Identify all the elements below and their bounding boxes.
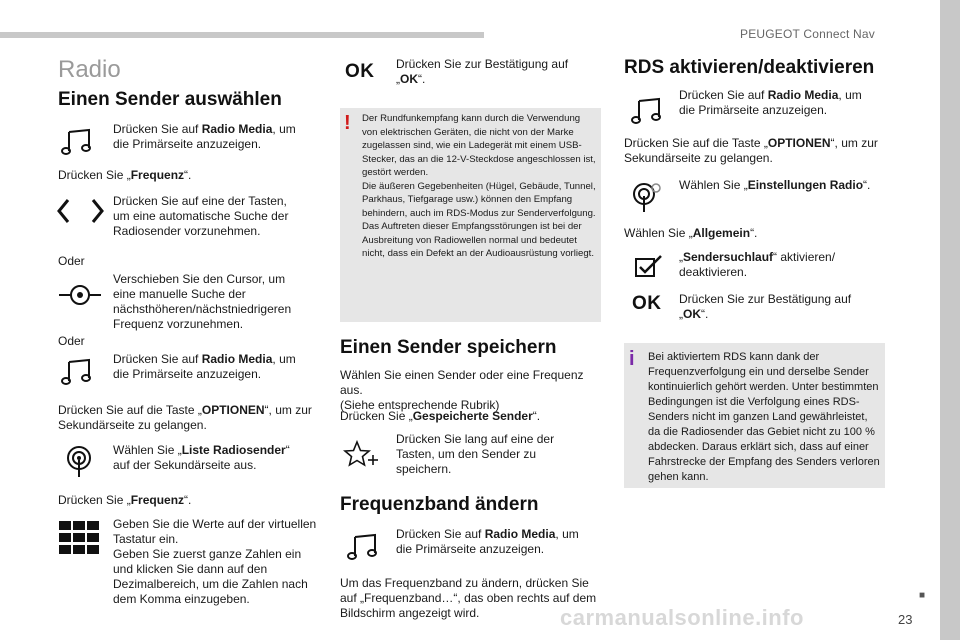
rds-general: Wählen Sie „Allgemein“. xyxy=(624,226,758,240)
side-marker: ■ xyxy=(919,590,926,601)
step-frequenz-1: Drücken Sie „Frequenz“. xyxy=(58,168,192,182)
step-confirm-ok-1: Drücken Sie zur Bestätigung auf „OK“. xyxy=(396,57,569,86)
section-title-radio: Radio xyxy=(58,56,121,83)
oder-label-2: Oder xyxy=(58,334,85,348)
ok-button-icon: OK xyxy=(632,293,662,314)
step-keypad-entry: Geben Sie die Werte auf der virtuellen Tastatur ein. Geben Sie zuerst ganze Zahlen ein und klicken Sie dann auf den Dezimalbereich, um die Zahlen nach dem Komma einzugeben. xyxy=(113,517,317,606)
tuning-cursor-icon xyxy=(58,280,102,310)
band-change-instructions: Um das Frequenzband zu ändern, drücken Sie auf „Frequenzband…“, das oben rechts auf dem Bildschirm angezeigt wird. xyxy=(340,576,597,620)
keypad-icon xyxy=(59,521,99,554)
star-save-icon xyxy=(343,440,379,470)
rds-optionen: Drücken Sie auf die Taste „OPTIONEN“, um zur Sekundärseite zu gelangen. xyxy=(624,136,878,165)
info-text: Bei aktiviertem RDS kann dank der Frequenzverfolgung ein und derselbe Sender kontinuierlich gehört werden. Unter bestimmten Bedingungen ist die Verfolgung eines RDS-Senders nicht im ganzen Land gewährleistet, da die Radiosender das Gebiet nicht zu 100 % abdecken. Daraus erklärt sich, dass auf einer Fahrstrecke der Empfang des Senders verloren gehen kann. xyxy=(648,351,880,483)
step-radio-media-2: Drücken Sie auf Radio Media, um die Primärseite anzuzeigen. xyxy=(113,352,296,381)
step-auto-search: Drücken Sie auf eine der Tasten, um eine automatische Suche der Radiosender vorzunehmen. xyxy=(113,194,289,238)
save-memorized-step: Drücken Sie „Gespeicherte Sender“. xyxy=(340,409,541,423)
ok-button-icon: OK xyxy=(345,61,375,82)
rds-toggle-search: „Sendersuchlauf“ aktivieren/ deaktivieren. xyxy=(679,250,836,279)
rds-radio-media: Drücken Sie auf Radio Media, um die Primärseite anzuzeigen. xyxy=(679,88,862,117)
radio-list-icon xyxy=(62,444,96,478)
oder-label-1: Oder xyxy=(58,254,85,268)
rds-confirm-ok: Drücken Sie zur Bestätigung auf „OK“. xyxy=(679,292,852,321)
heading-select-station: Einen Sender auswählen xyxy=(58,89,282,110)
step-station-list: Wählen Sie „Liste Radiosender“ auf der Sekundärseite aus. xyxy=(113,443,290,472)
checkbox-icon xyxy=(635,254,663,278)
warning-text: Der Rundfunkempfang kann durch die Verwendung von elektrischen Geräten, die nicht von der Marke zugelassen sind, wie ein Ladegerät mit einem USB-Stecker, das an die 12-V-Steckdose angeschlossen ist, gestört werden. Die äußeren Gegebenheiten (Hügel, Gebäude, Tunnel, Parkhaus, Tiefgarage usw.) können den Empfang behindern, auch im RDS-Modus zur Senderverfolgung. Das Auftreten dieser Empfangsstörungen ist bei der Ausbreitung von Radiowellen normal und bedeutet nicht, dass ein Defekt an der Audioausrüstung vorliegt. xyxy=(362,113,596,259)
heading-change-band: Frequenzband ändern xyxy=(340,494,539,515)
music-note-icon xyxy=(60,127,94,157)
page-number: 23 xyxy=(898,612,913,627)
step-manual-search: Verschieben Sie den Cursor, um eine manuelle Suche der nächsthöheren/nächstniedrigeren Frequenz vorzunehmen. xyxy=(113,272,292,331)
side-margin-bar xyxy=(940,0,960,640)
step-frequenz-2: Drücken Sie „Frequenz“. xyxy=(58,493,192,507)
band-radio-media: Drücken Sie auf Radio Media, um die Primärseite anzuzeigen. xyxy=(396,527,579,556)
music-note-icon xyxy=(346,532,380,562)
heading-rds: RDS aktivieren/deaktivieren xyxy=(624,57,875,78)
header-rule xyxy=(0,32,484,38)
rds-settings-radio: Wählen Sie „Einstellungen Radio“. xyxy=(679,178,871,192)
chevron-left-right-icon xyxy=(55,197,107,225)
step-radio-media-1: Drücken Sie auf Radio Media, um die Primärseite anzuzeigen. xyxy=(113,122,296,151)
heading-save-station: Einen Sender speichern xyxy=(340,337,557,358)
header-title: PEUGEOT Connect Nav xyxy=(740,27,875,41)
warning-icon: ! xyxy=(344,112,351,134)
step-optionen-1: Drücken Sie auf die Taste „OPTIONEN“, um zur Sekundärseite zu gelangen. xyxy=(58,403,312,432)
music-note-icon xyxy=(60,357,94,387)
music-note-icon xyxy=(630,96,664,126)
save-long-press: Drücken Sie lang auf eine der Tasten, um den Sender zu speichern. xyxy=(396,432,555,476)
save-select-station: Wählen Sie einen Sender oder eine Frequenz aus. (Siehe entsprechende Rubrik) xyxy=(340,368,584,412)
info-icon: i xyxy=(629,348,635,370)
radio-settings-icon xyxy=(630,180,664,214)
watermark: carmanualsonline.info xyxy=(560,605,804,630)
